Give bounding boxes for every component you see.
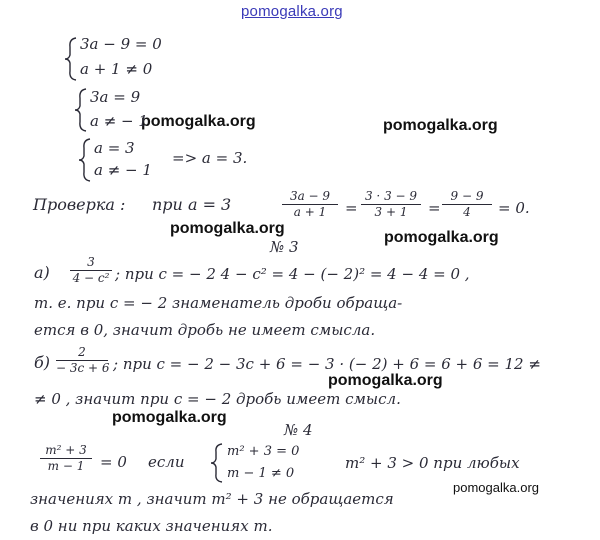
system2-line1: 3a = 9 bbox=[90, 88, 141, 106]
watermark: pomogalka.org bbox=[141, 113, 256, 130]
check-condition: при a = 3 bbox=[152, 195, 232, 214]
denominator: 3 + 1 bbox=[374, 205, 408, 220]
denominator: a + 1 bbox=[293, 205, 327, 220]
task3-b-label: б) bbox=[34, 353, 51, 372]
system2-line2: a ≠ − 1 bbox=[90, 112, 148, 130]
denominator: m − 1 bbox=[47, 459, 85, 474]
task4-fraction bbox=[40, 443, 92, 474]
task4-equals: = 0 bbox=[100, 453, 127, 471]
task3-a-text: ; при c = − 2 4 − c² = 4 − (− 2)² = 4 − 4 = 0 , bbox=[115, 265, 470, 283]
system3-line1: a = 3 bbox=[94, 139, 135, 157]
task3-b-line2: ≠ 0 , значит при c = − 2 дробь имеет смысл. bbox=[34, 390, 401, 408]
denominator: 4 − c² bbox=[72, 271, 110, 286]
brace-icon bbox=[78, 138, 92, 182]
brace-icon bbox=[74, 88, 88, 132]
task3-a-line3: ется в 0, значит дробь не имеет смысла. bbox=[34, 321, 376, 339]
numerator: 9 − 9 bbox=[450, 189, 484, 203]
task4-line3: в 0 ни при каких значениях m. bbox=[30, 517, 273, 535]
task3-number: № 3 bbox=[270, 238, 299, 256]
system3-line2: a ≠ − 1 bbox=[94, 161, 152, 179]
watermark: pomogalka.org bbox=[384, 229, 499, 246]
brace-icon bbox=[210, 443, 224, 483]
task3-a-label: а) bbox=[34, 263, 50, 282]
task4-number: № 4 bbox=[284, 421, 313, 439]
watermark: pomogalka.org bbox=[112, 409, 227, 426]
brace-icon bbox=[64, 37, 78, 81]
watermark: pomogalka.org bbox=[170, 220, 285, 237]
task4-system-line1: m² + 3 = 0 bbox=[227, 444, 300, 459]
system1-line2: a + 1 ≠ 0 bbox=[80, 60, 153, 78]
equals-sign: = bbox=[345, 199, 358, 217]
check-result: = 0. bbox=[498, 199, 530, 217]
numerator: 2 bbox=[78, 345, 86, 359]
task4-line2: значениях m , значит m² + 3 не обращается bbox=[30, 490, 394, 508]
check-label: Проверка : bbox=[33, 195, 126, 214]
denominator: − 3c + 6 bbox=[56, 361, 110, 376]
task3-b-text: ; при c = − 2 − 3c + 6 = − 3 · (− 2) + 6 = 6 + 6 = 12 ≠ bbox=[113, 355, 541, 373]
watermark: pomogalka.org bbox=[328, 372, 443, 389]
watermark: pomogalka.org bbox=[453, 480, 539, 495]
watermark: pomogalka.org bbox=[383, 117, 498, 134]
task4-system-line2: m − 1 ≠ 0 bbox=[227, 466, 295, 481]
task3-a-fraction bbox=[70, 255, 112, 286]
denominator: 4 bbox=[463, 205, 471, 220]
task3-a-line2: т. е. при c = − 2 знаменатель дроби обраща- bbox=[34, 294, 403, 312]
check-fraction-1 bbox=[282, 189, 338, 220]
numerator: 3 bbox=[87, 255, 95, 269]
task4-if: если bbox=[148, 453, 185, 471]
watermark-top[interactable]: pomogalka.org bbox=[241, 3, 343, 20]
check-fraction-2 bbox=[361, 189, 421, 220]
system3-result: => a = 3. bbox=[172, 149, 248, 167]
numerator: 3a − 9 bbox=[289, 189, 331, 203]
task3-b-fraction bbox=[56, 345, 108, 376]
numerator: m² + 3 bbox=[45, 443, 87, 457]
numerator: 3 · 3 − 9 bbox=[364, 189, 418, 203]
task4-note: m² + 3 > 0 при любых bbox=[345, 454, 520, 472]
system1-line1: 3a − 9 = 0 bbox=[80, 35, 162, 53]
check-fraction-3 bbox=[442, 189, 492, 220]
equals-sign: = bbox=[428, 199, 441, 217]
